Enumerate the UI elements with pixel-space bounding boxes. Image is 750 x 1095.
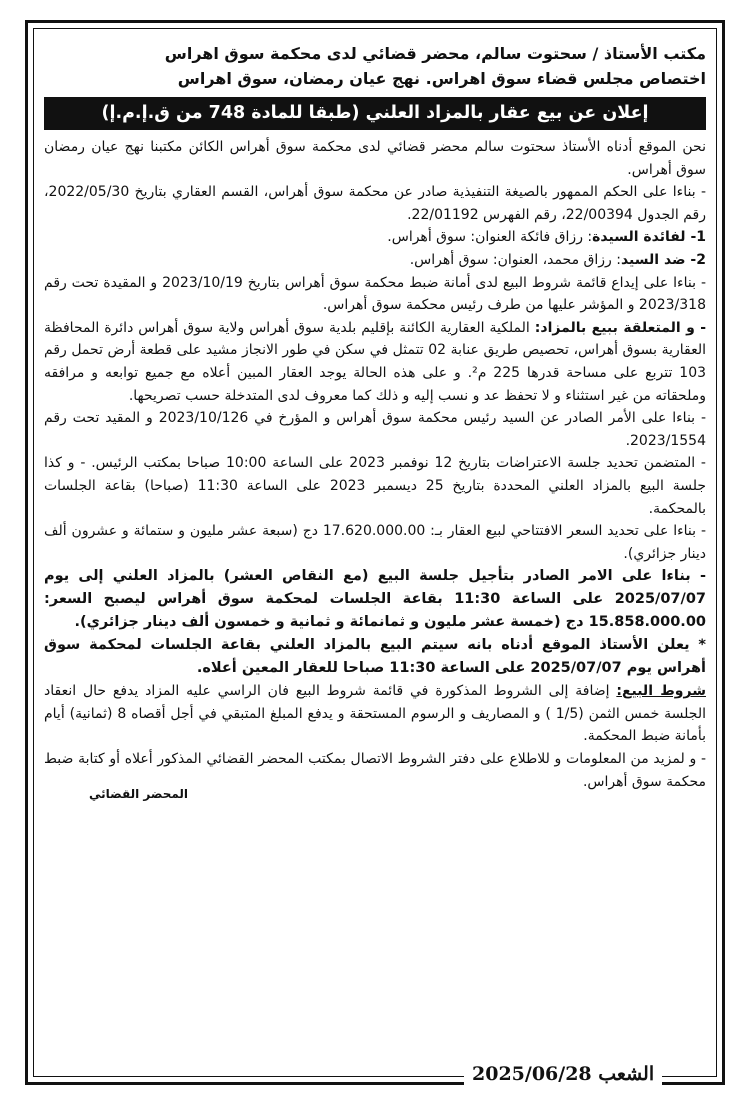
hearings-paragraph: - المتضمن تحديد جلسة الاعتراضات بتاريخ 12 نوفمبر 2023 على الساعة 10:00 صباحا بمكتب الرئيس. - و كذا جلسة البيع بالمزاد العلني المحددة بتاريخ 25 ديسمبر 2023 على الساعة 11:30 (صباحا) بقاعة الجلسات بالمحكمة. — [44, 455, 706, 517]
defendant-paragraph — [44, 249, 706, 272]
notice-title: إعلان عن بيع عقار بالمزاد العلني (طبقا للمادة 748 من ق.إ.م.إ) — [44, 97, 706, 130]
publication-date: 2025/06/28 — [472, 1063, 592, 1085]
signature: المحضر القضائي — [89, 787, 189, 802]
notice-inner-frame — [33, 28, 717, 1077]
judgment-paragraph: - بناءا على الحكم الممهور بالصيغة التنفيذية صادر عن محكمة سوق أهراس، القسم العقاري بتاريخ 2022/05/30، رقم الجدول 22/00394، رقم الفهرس 22/01192. — [44, 184, 706, 223]
intro-paragraph: نحن الموقع أدناه الأستاذ سحتوت سالم محضر قضائي لدى محكمة سوق أهراس الكائن مكتبنا نهج عيان رمضان سوق أهراس. — [44, 139, 706, 178]
beneficiary-text: : رزاق فائكة العنوان: سوق أهراس. — [387, 229, 593, 246]
defendant-label: 2- ضد السيد — [620, 251, 706, 268]
notice-content — [44, 41, 706, 801]
sale-conditions-paragraph — [44, 680, 706, 748]
newspaper-name: الشعب — [598, 1063, 655, 1085]
beneficiary-label: 1- لفائدة السيدة — [592, 229, 706, 246]
conditions-deposit-paragraph: - بناءا على إيداع قائمة شروط البيع لدى أمانة ضبط محكمة سوق أهراس بتاريخ 2023/10/19 و المقيدة تحت رقم 2023/318 و المؤشر عليها من طرف رئيس محكمة سوق أهراس. — [44, 274, 706, 314]
office-header-line-2: اختصاص مجلس قضاء سوق اهراس. نهج عيان رمضان، سوق اهراس — [177, 69, 706, 88]
contact-paragraph: - و لمزيد من المعلومات و للاطلاع على دفتر الشروط الاتصال بمكتب المحضر القضائي المذكور أعلاه أو كتابة ضبط محكمة سوق أهراس. — [44, 751, 706, 790]
sale-conditions-label: شروط البيع: — [616, 683, 706, 700]
property-paragraph — [44, 317, 706, 407]
office-header-line-1: مكتب الأستاذ / سحتوت سالم، محضر قضائي لدى محكمة سوق اهراس — [164, 44, 706, 63]
property-label: - و المتعلقة ببيع بالمزاد: — [534, 319, 706, 336]
beneficiary-paragraph — [44, 226, 706, 249]
announcement-paragraph: * يعلن الأستاذ الموقع أدناه بانه سيتم البيع بالمزاد العلني بقاعة الجلسات لمحكمة سوق أهراس يوم 2025/07/07 على الساعة 11:30 صباحا للعقار المعين أعلاه. — [44, 637, 706, 677]
order-paragraph: - بناءا على الأمر الصادر عن السيد رئيس محكمة سوق أهراس و المؤرخ في 2023/10/126 و المقيد تحت رقم 2023/1554. — [44, 410, 707, 449]
opening-price-paragraph: - بناءا على تحديد السعر الافتتاحي لبيع العقار بـ: 17.620.000.00 دج (سبعة عشر مليون و ستمائة و عشرون ألف دينار جزائري). — [44, 523, 706, 562]
sale-conditions-text: إضافة إلى الشروط المذكورة في قائمة شروط البيع فان الراسي عليه المزاد يدفع حال انعقاد الجلسة خمس الثمن (1/5 ) و المصاريف و الرسوم المستحقة و يدفع المبلغ المتبقي في أجل أقصاه 8 (ثمانية) أيام بأمانة ضبط المحكمة. — [44, 683, 706, 745]
notice-outer-frame — [25, 20, 725, 1085]
newspaper-footer — [464, 1063, 662, 1085]
property-text: الملكية العقارية الكائنة بإقليم بلدية سوق أهراس ولاية سوق أهراس دائرة المحافظة العقارية بسوق أهراس، تحصيص طريق عنابة 02 تتمثل في سكن في طور الانجاز مشيد على قطعة أرض تحمل رقم 103 تتربع على مساحة قدرها 225 م². و على هذه الحالة يوجد العقار المبين أعلاه مع جميع توابعه و مرافقه وملحقاته من غير استثناء و لا تحفظ عد و نسب إليه و ذلك كما معروف لدى المتدخلة حسب تصريحها. — [44, 319, 707, 404]
postponement-paragraph: - بناءا على الامر الصادر بتأجيل جلسة البيع (مع النقاص العشر) بالمزاد العلني إلى يوم 2025/07/07 على الساعة 11:30 بقاعة الجلسات لمحكمة سوق أهراس ليصبح السعر: 15.858.000.00 دج (خمسة عشر مليون و ثمانمائة و ثمانية و خمسون ألف دينار جزائري). — [44, 568, 706, 631]
defendant-text: : رزاق محمد، العنوان: سوق أهراس. — [409, 251, 621, 268]
